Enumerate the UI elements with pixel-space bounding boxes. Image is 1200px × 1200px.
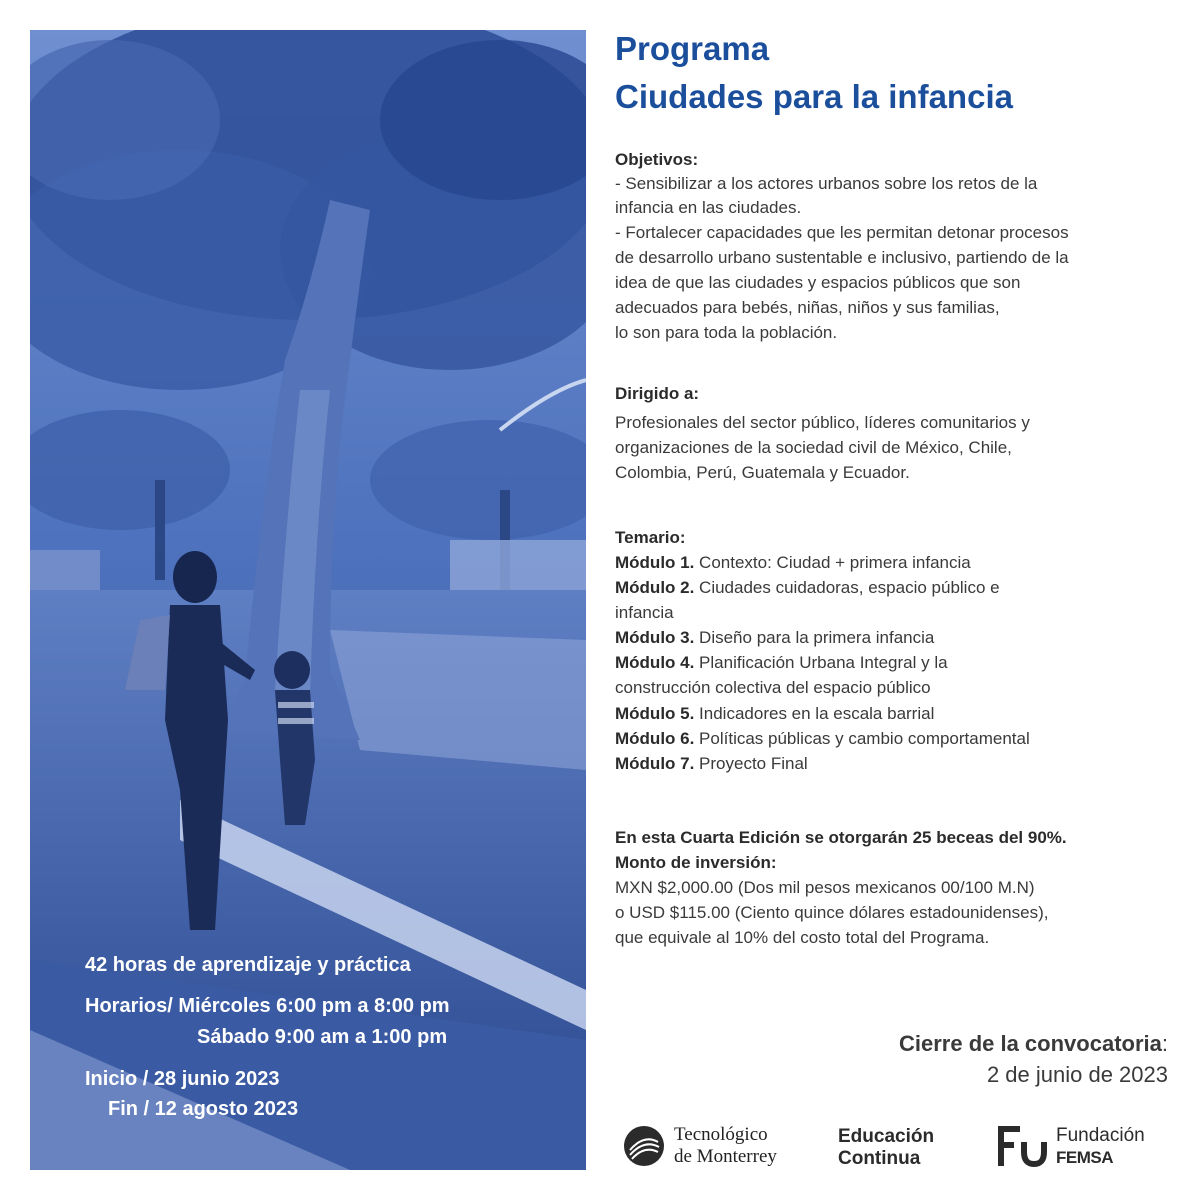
femsa-emblem-icon — [996, 1124, 1048, 1168]
schedule-wednesday: Horarios/ Miércoles 6:00 pm a 8:00 pm — [85, 995, 450, 1017]
module-label: Módulo 2. — [615, 578, 695, 597]
module-text: infancia — [615, 603, 674, 622]
tec-name-line-1: Tecnológico — [674, 1124, 768, 1145]
objetivos-line: - Fortalecer capacidades que les permitan detonar procesos — [615, 223, 1069, 242]
temario-heading: Temario: — [615, 528, 686, 547]
tec-emblem-icon — [622, 1124, 666, 1168]
module-label: Módulo 3. — [615, 628, 695, 647]
dirigido-line: Colombia, Perú, Guatemala y Ecuador. — [615, 463, 910, 482]
inversion-line: MXN $2,000.00 (Dos mil pesos mexicanos 00/100 M.N) — [615, 878, 1035, 897]
module-text: Contexto: Ciudad + primera infancia — [694, 553, 971, 572]
dirigido-line: Profesionales del sector público, líderes comunitarios y — [615, 413, 1030, 432]
module-item — [615, 754, 808, 774]
educacion-continua-logo — [838, 1126, 934, 1170]
femsa-line-1: Fundación — [1056, 1125, 1145, 1146]
end-date: Fin / 12 agosto 2023 — [108, 1098, 299, 1120]
module-label: Módulo 4. — [615, 653, 695, 672]
module-text: Indicadores en la escala barrial — [694, 704, 935, 723]
objetivos-line: - Sensibilizar a los actores urbanos sobre los retos de la — [615, 174, 1038, 193]
inversion-line: o USD $115.00 (Ciento quince dólares estadounidenses), — [615, 903, 1049, 922]
inversion-line: que equivale al 10% del costo total del Programa. — [615, 928, 990, 947]
objetivos-heading: Objetivos: — [615, 150, 699, 169]
module-item — [615, 578, 1000, 598]
inversion-heading: Monto de inversión: — [615, 853, 777, 872]
objetivos-line: idea de que las ciudades y espacios públicos que son — [615, 273, 1021, 292]
module-text: Planificación Urbana Integral y la — [694, 653, 948, 672]
tec-de-monterrey-logo — [622, 1120, 822, 1172]
tec-name-line-2: de Monterrey — [674, 1146, 777, 1167]
start-date: Inicio / 28 junio 2023 — [85, 1068, 280, 1090]
module-item-continuation — [615, 603, 674, 623]
deadline-label — [899, 1031, 1168, 1057]
objetivos-line: de desarrollo urbano sustentable e inclusivo, partiendo de la — [615, 248, 1069, 267]
module-text: Diseño para la primera infancia — [694, 628, 935, 647]
fundacion-femsa-logo — [996, 1124, 1172, 1170]
module-item — [615, 704, 934, 724]
module-label: Módulo 6. — [615, 729, 695, 748]
module-text: construcción colectiva del espacio público — [615, 678, 931, 697]
program-hours: 42 horas de aprendizaje y práctica — [85, 954, 411, 976]
edu-line-2: Continua — [838, 1148, 921, 1169]
module-label: Módulo 1. — [615, 553, 695, 572]
objetivos-line: infancia en las ciudades. — [615, 198, 802, 217]
deadline-colon: : — [1161, 1031, 1168, 1056]
femsa-line-2: FEMSA — [1056, 1148, 1113, 1167]
module-item — [615, 628, 934, 648]
objetivos-line: adecuados para bebés, niñas, niños y sus familias, — [615, 298, 1000, 317]
scholarship-note: En esta Cuarta Edición se otorgarán 25 beceas del 90%. — [615, 828, 1067, 847]
schedule-saturday: Sábado 9:00 am a 1:00 pm — [197, 1026, 448, 1048]
objetivos-line: lo son para toda la población. — [615, 323, 838, 342]
page-title-line-1: Programa — [615, 30, 770, 67]
module-text: Políticas públicas y cambio comportamental — [694, 729, 1030, 748]
module-text: Ciudades cuidadoras, espacio público e — [694, 578, 1000, 597]
hero-photo — [30, 30, 586, 1170]
module-item — [615, 729, 1030, 749]
module-item — [615, 653, 948, 673]
deadline-label-text: Cierre de la convocatoria — [898, 1031, 1162, 1056]
module-item — [615, 553, 971, 573]
module-item-continuation — [615, 678, 931, 698]
module-label: Módulo 5. — [615, 704, 695, 723]
dirigido-line: organizaciones de la sociedad civil de México, Chile, — [615, 438, 1012, 457]
deadline-date: 2 de junio de 2023 — [986, 1062, 1168, 1087]
edu-line-1: Educación — [838, 1126, 935, 1147]
module-text: Proyecto Final — [694, 754, 808, 773]
page-title-line-2: Ciudades para la infancia — [615, 78, 1013, 115]
dirigido-heading: Dirigido a: — [615, 384, 700, 403]
module-label: Módulo 7. — [615, 754, 695, 773]
